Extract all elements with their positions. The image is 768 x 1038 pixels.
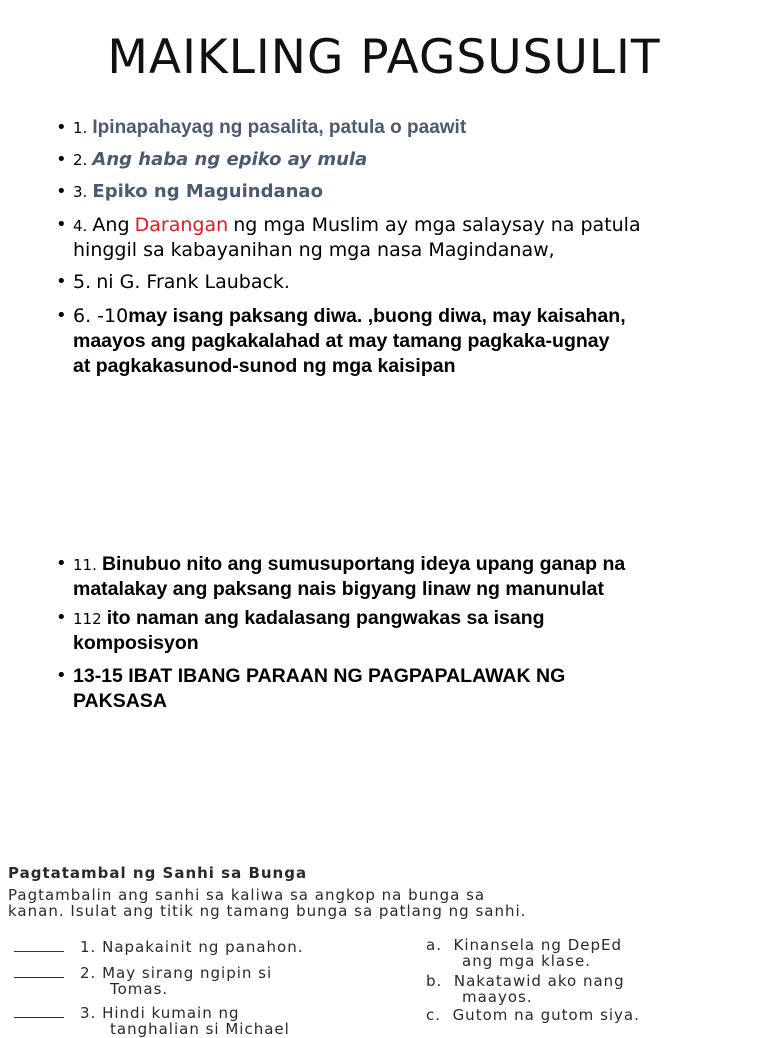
- list-item: [56, 148, 728, 172]
- item-text: Ang: [92, 214, 130, 236]
- bullet-icon: •: [56, 117, 67, 138]
- item-text: Binubuo nito ang sumusuportang ideya upang ganap na: [101, 553, 626, 575]
- item-number: 4.: [73, 217, 88, 235]
- item-number: 3.: [73, 183, 88, 201]
- worksheet-choice: b. Nakatawid ako nang: [426, 972, 625, 990]
- list-item: [56, 664, 728, 714]
- item-number: 2.: [73, 151, 88, 169]
- item-number: 11.: [73, 556, 97, 574]
- bullet-icon: •: [56, 305, 67, 326]
- list-item: [56, 270, 728, 295]
- worksheet-choice: c. Gutom na gutom siya.: [426, 1006, 640, 1024]
- item-text-continued: PAKSASA: [73, 690, 167, 712]
- list-item: [56, 180, 728, 204]
- item-text: ni G. Frank Lauback.: [96, 271, 290, 293]
- item-text: ng mga Muslim ay mga salaysay na patula: [233, 214, 641, 236]
- worksheet-item-continued: Tomas.: [110, 980, 169, 998]
- bullet-icon: •: [56, 607, 67, 628]
- bullet-icon: •: [56, 214, 67, 235]
- item-number: 5.: [73, 271, 92, 293]
- item-number: 6. -10: [73, 305, 129, 327]
- worksheet-item: 1. Napakainit ng panahon.: [14, 938, 304, 956]
- item-number: 1.: [73, 119, 88, 137]
- page-title: MAIKLING PAGSUSULIT: [107, 30, 661, 85]
- item-text-continued: at pagkakasunod-sunod ng mga kaisipan: [73, 355, 456, 377]
- worksheet-choice-continued: maayos.: [462, 988, 533, 1006]
- worksheet-instruction: kanan. Isulat ang titik ng tamang bunga sa patlang ng sanhi.: [8, 902, 527, 920]
- worksheet-item-continued: tanghalian si Michael: [110, 1020, 290, 1038]
- answer-blank: [14, 1017, 64, 1018]
- item-text-continued: komposisyon: [73, 632, 199, 654]
- answer-blank: [14, 977, 64, 978]
- worksheet-choice-continued: ang mga klase.: [462, 952, 591, 970]
- item-text-continued: hinggil sa kabayanihan ng mga nasa Magindanaw,: [73, 239, 555, 261]
- highlighted-term: Darangan: [134, 214, 229, 236]
- worksheet-image: [0, 836, 768, 1038]
- list-item: [56, 606, 728, 656]
- item-text: 13-15 IBAT IBANG PARAAN NG PAGPAPALAWAK NG: [73, 665, 566, 687]
- item-text: ito naman ang kadalasang pangwakas sa isang: [106, 607, 545, 629]
- item-text: Ipinapahayag ng pasalita, patula o paawit: [92, 117, 467, 138]
- list-item: [56, 552, 728, 602]
- list-item: [56, 304, 728, 379]
- bullet-icon: •: [56, 553, 67, 574]
- item-text-continued: matalakay ang paksang nais bigyang linaw ng manunulat: [73, 578, 604, 600]
- bullet-icon: •: [56, 181, 67, 202]
- worksheet-item: 2. May sirang ngipin si: [14, 964, 272, 982]
- bullet-icon: •: [56, 665, 67, 686]
- item-text: may isang paksang diwa. ,buong diwa, may kaisahan,: [128, 305, 626, 327]
- answer-blank: [14, 951, 64, 952]
- bullet-icon: •: [56, 149, 67, 170]
- bullet-icon: •: [56, 271, 67, 292]
- item-text: Epiko ng Maguindanao: [92, 181, 323, 202]
- item-text: Ang haba ng epiko ay mula: [92, 149, 368, 170]
- worksheet-instruction: Pagtambalin ang sanhi sa kaliwa sa angkop na bunga sa: [8, 886, 486, 904]
- worksheet-heading: Pagtatambal ng Sanhi sa Bunga: [8, 864, 308, 882]
- worksheet-choice: a. Kinansela ng DepEd: [426, 936, 622, 954]
- list-item: [56, 213, 728, 263]
- worksheet-item: 3. Hindi kumain ng: [14, 1004, 240, 1022]
- item-number: 112: [73, 610, 102, 628]
- item-text-continued: maayos ang pagkakalahad at may tamang pagkaka-ugnay: [73, 330, 610, 352]
- list-item: [56, 116, 728, 140]
